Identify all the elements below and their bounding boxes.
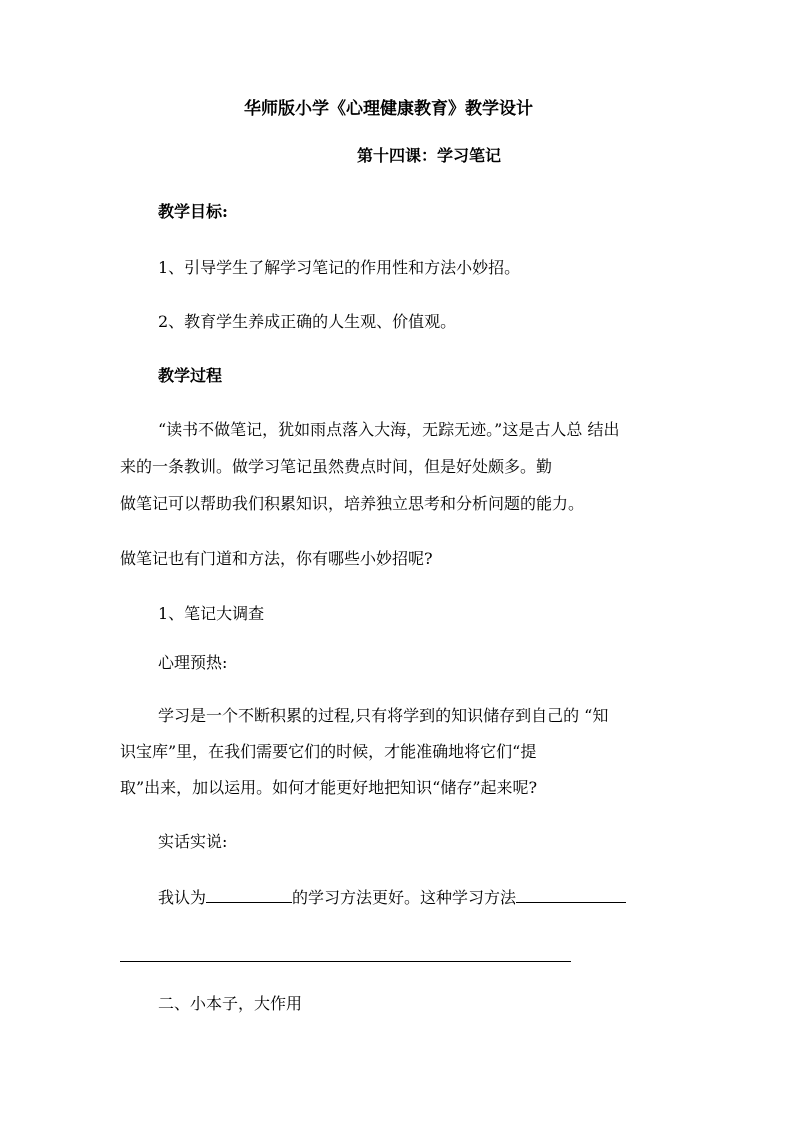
document-title: 华师版小学《心理健康教育》教学设计 <box>244 99 533 119</box>
paragraph-line: 来的一条教训。做学习笔记虽然费点时间，但是好处颇多。勤 <box>120 457 553 476</box>
objectives-heading-text: 教学目标 <box>158 202 223 221</box>
lesson-subtitle: 第十四课：学习笔记 <box>357 146 502 165</box>
paragraph-line: 识宝库”里，在我们需要它们的时候，才能准确地将它们“提 <box>120 742 537 761</box>
process-heading: 教学过程 <box>158 366 223 385</box>
paragraph-line: 做笔记可以帮助我们积累知识，培养独立思考和分析问题的能力。 <box>120 494 585 513</box>
fill-in-sentence <box>158 887 626 908</box>
objective-item: 2、教育学生养成正确的人生观、价值观。 <box>158 312 457 331</box>
paragraph-line: 取”出来，加以运用。如何才能更好地把知识“储存”起来呢? <box>120 778 538 797</box>
section2-title: 二、小本子，大作用 <box>158 994 303 1013</box>
answer-line[interactable] <box>120 961 571 962</box>
talk-label: 实话实说: <box>158 832 228 851</box>
fill-middle: 的学习方法更好。这种学习方法 <box>292 888 517 907</box>
paragraph-line: 学习是一个不断积累的过程,只有将学到的知识储存到自己的 “知 <box>158 706 609 725</box>
warmup-label: 心理预热: <box>158 653 228 672</box>
answer-blank[interactable] <box>516 887 626 903</box>
fill-prefix: 我认为 <box>158 888 207 907</box>
section1-title: 1、笔记大调查 <box>158 604 265 623</box>
paragraph-line: 做笔记也有门道和方法，你有哪些小妙招呢? <box>120 549 433 568</box>
paragraph-line: “读书不做笔记，犹如雨点落入大海，无踪无迹。”这是古人总 结出 <box>158 420 620 439</box>
objectives-heading: 教学目标: <box>158 202 228 221</box>
answer-blank[interactable] <box>206 887 292 903</box>
objective-item: 1、引导学生了解学习笔记的作用性和方法小妙招。 <box>158 258 521 277</box>
